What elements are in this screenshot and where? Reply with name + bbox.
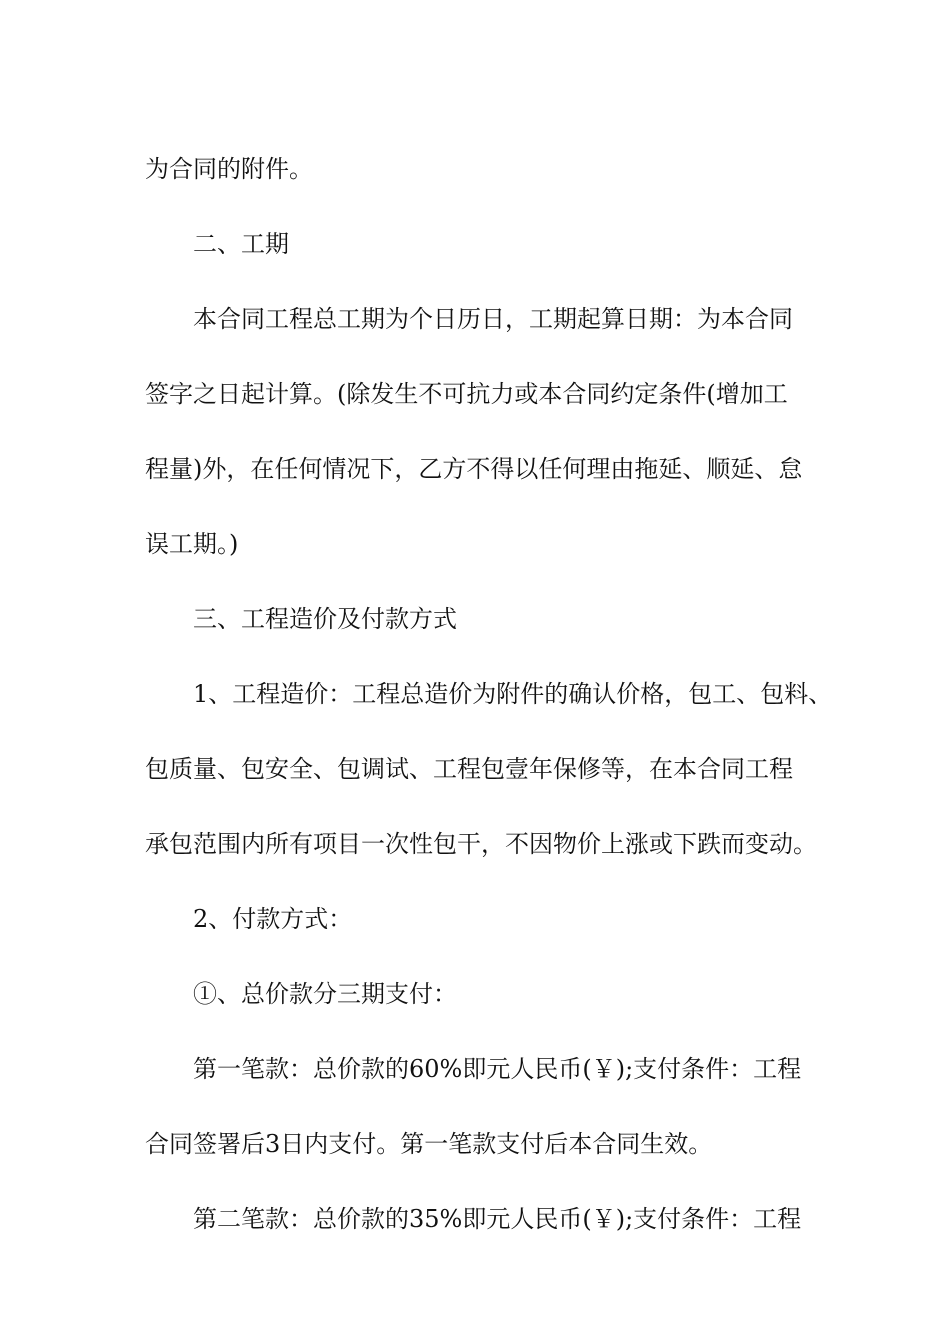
paragraph-duration-line-2: 签字之日起计算。(除发生不可抗力或本合同约定条件(增加工 bbox=[145, 380, 788, 408]
paragraph-duration-line-4: 误工期。) bbox=[145, 530, 239, 558]
first-payment-line-1: 第一笔款：总价款的60%即元人民币(￥);支付条件：工程 bbox=[193, 1055, 802, 1083]
document-body bbox=[145, 132, 833, 1257]
payment-installments-heading: ①、总价款分三期支付： bbox=[193, 980, 457, 1008]
paragraph-duration-line-3: 程量)外，在任何情况下，乙方不得以任何理由拖延、顺延、怠 bbox=[145, 455, 803, 483]
text-line-continuation: 为合同的附件。 bbox=[145, 155, 313, 183]
paragraph-price-line-2: 包质量、包安全、包调试、工程包壹年保修等，在本合同工程 bbox=[145, 755, 793, 783]
paragraph-price-line-1: 1、工程造价：工程总造价为附件的确认价格，包工、包料、 bbox=[193, 680, 833, 708]
subheading-payment-method: 2、付款方式： bbox=[193, 905, 353, 933]
paragraph-price-line-3: 承包范围内所有项目一次性包干，不因物价上涨或下跌而变动。 bbox=[145, 830, 817, 858]
first-payment-line-2: 合同签署后3日内支付。第一笔款支付后本合同生效。 bbox=[145, 1130, 713, 1158]
paragraph-duration-line-1: 本合同工程总工期为个日历日，工期起算日期：为本合同 bbox=[193, 305, 793, 333]
section-heading-duration: 二、工期 bbox=[193, 230, 289, 258]
section-heading-price-payment: 三、工程造价及付款方式 bbox=[193, 605, 457, 633]
second-payment-line-1: 第二笔款：总价款的35%即元人民币(￥);支付条件：工程 bbox=[193, 1205, 802, 1233]
